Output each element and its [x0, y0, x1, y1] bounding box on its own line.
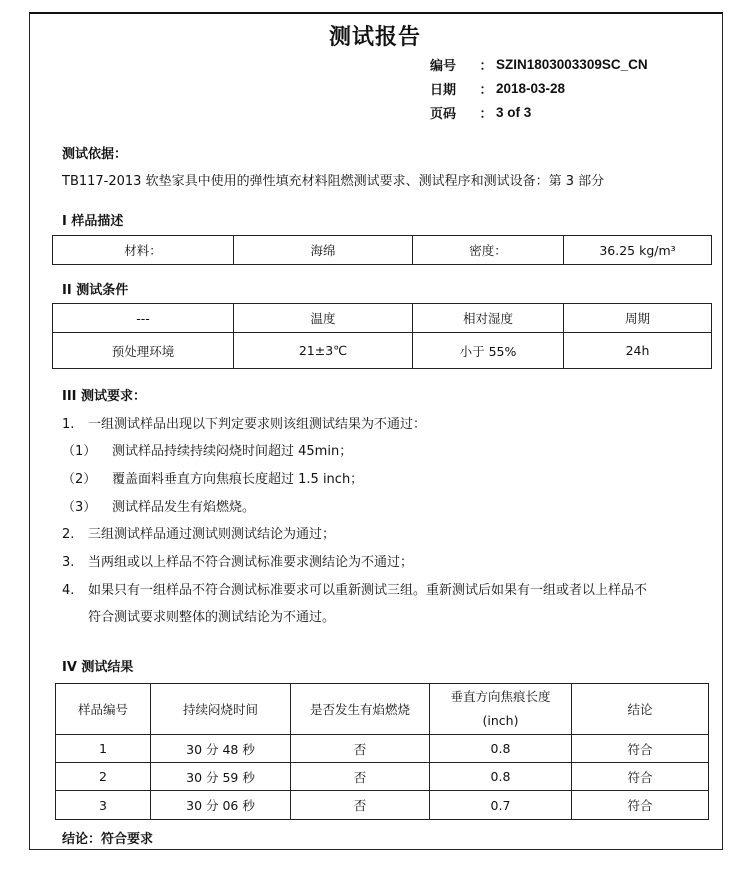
results-cell: 否: [291, 735, 430, 763]
conditions-header-cell: 温度: [234, 304, 413, 333]
meta-colon: ：: [479, 106, 493, 122]
table-row: [56, 791, 709, 820]
report-date: 2018-03-28: [496, 80, 566, 96]
results-header-cell: 结论: [572, 684, 709, 735]
results-header-cell-charring: [430, 684, 572, 735]
conditions-cell: 预处理环境: [53, 333, 234, 369]
meta-colon: ：: [479, 82, 493, 98]
requirement-number: （3）: [62, 500, 97, 515]
requirement-text: 一组测试样品出现以下判定要求则该组测试结果为不通过：: [88, 417, 427, 432]
page-number: 3 of 3: [496, 104, 532, 120]
conditions-heading: II 测试条件: [62, 283, 129, 298]
meta-colon: ：: [479, 58, 493, 74]
sample-cell: 密度：: [413, 236, 564, 265]
requirement-item: [62, 551, 413, 570]
sample-heading: I 样品描述: [62, 214, 124, 229]
requirement-item: [62, 413, 426, 432]
meta-label: 页码: [430, 106, 457, 122]
meta-row-number: [430, 52, 648, 76]
results-cell: 0.8: [430, 735, 572, 763]
results-header-line: (inch): [482, 713, 519, 728]
results-cell: 否: [291, 791, 430, 820]
report-number: SZIN1803003309SC_CN: [496, 56, 648, 72]
conditions-table: [52, 303, 712, 369]
sample-table: [52, 235, 712, 265]
report-meta: [430, 52, 648, 124]
requirement-text: 如果只有一组样品不符合测试标准要求可以重新测试三组。重新测试后如果有一组或者以上样品不: [88, 583, 648, 598]
results-cell: 2: [56, 763, 151, 791]
results-cell: 30 分 59 秒: [151, 763, 291, 791]
meta-label: 编号: [430, 58, 457, 74]
requirement-text: 覆盖面料垂直方向焦痕长度超过 1.5 inch；: [112, 472, 364, 487]
results-cell: 3: [56, 791, 151, 820]
results-cell: 30 分 48 秒: [151, 735, 291, 763]
basis-heading: 测试依据：: [62, 147, 128, 162]
requirement-text: 测试样品持续持续闷烧时间超过 45min；: [112, 444, 353, 459]
results-table: [55, 683, 709, 820]
results-cell: 否: [291, 763, 430, 791]
requirement-item: [62, 496, 255, 515]
basis-text: TB117-2013 软垫家具中使用的弹性填充材料阻燃测试要求、测试程序和测试设备：第 3 部分: [62, 174, 605, 189]
results-cell: 1: [56, 735, 151, 763]
results-cell: 符合: [572, 763, 709, 791]
conclusion: 结论：符合要求: [62, 832, 154, 847]
requirement-item: [62, 523, 335, 542]
sample-cell: 海绵: [234, 236, 413, 265]
results-heading: IV 测试结果: [62, 660, 134, 675]
results-cell: 0.7: [430, 791, 572, 820]
table-row: [56, 763, 709, 791]
report-title: 测试报告: [328, 25, 421, 50]
results-header-cell: 是否发生有焰燃烧: [291, 684, 430, 735]
requirement-item: [62, 606, 335, 625]
conditions-header-cell: ---: [53, 304, 234, 333]
requirement-number: 1.: [62, 417, 75, 432]
meta-row-date: [430, 76, 648, 100]
conditions-header-cell: 相对湿度: [413, 304, 564, 333]
requirement-number: （1）: [62, 444, 97, 459]
conditions-cell: 21±3℃: [234, 333, 413, 369]
requirement-item: [62, 440, 352, 459]
results-header-line: 垂直方向焦痕长度: [450, 689, 551, 704]
requirement-text: 符合测试要求则整体的测试结论为不通过。: [88, 610, 336, 625]
conditions-cell: 24h: [564, 333, 712, 369]
requirement-number: 4.: [62, 583, 75, 598]
results-cell: 符合: [572, 791, 709, 820]
results-cell: 0.8: [430, 763, 572, 791]
requirement-item: [62, 468, 363, 487]
requirement-text: 三组测试样品通过测试则测试结论为通过；: [88, 527, 336, 542]
results-header-cell: 样品编号: [56, 684, 151, 735]
meta-row-page: [430, 100, 648, 124]
conditions-cell: 小于 55%: [413, 333, 564, 369]
results-cell: 符合: [572, 735, 709, 763]
requirement-text: 测试样品发生有焰燃烧。: [112, 500, 256, 515]
results-cell: 30 分 06 秒: [151, 791, 291, 820]
requirement-item: [62, 579, 647, 598]
results-header-cell: 持续闷烧时间: [151, 684, 291, 735]
table-row: [56, 735, 709, 763]
requirements-heading: III 测试要求：: [62, 389, 147, 404]
meta-label: 日期: [430, 82, 457, 98]
requirement-number: （2）: [62, 472, 97, 487]
sample-cell: 36.25 kg/m³: [564, 236, 712, 265]
sample-cell: 材料：: [53, 236, 234, 265]
conditions-header-cell: 周期: [564, 304, 712, 333]
requirement-text: 当两组或以上样品不符合测试标准要求测结论为不通过；: [88, 555, 414, 570]
requirement-number: 3.: [62, 555, 75, 570]
requirement-number: 2.: [62, 527, 75, 542]
